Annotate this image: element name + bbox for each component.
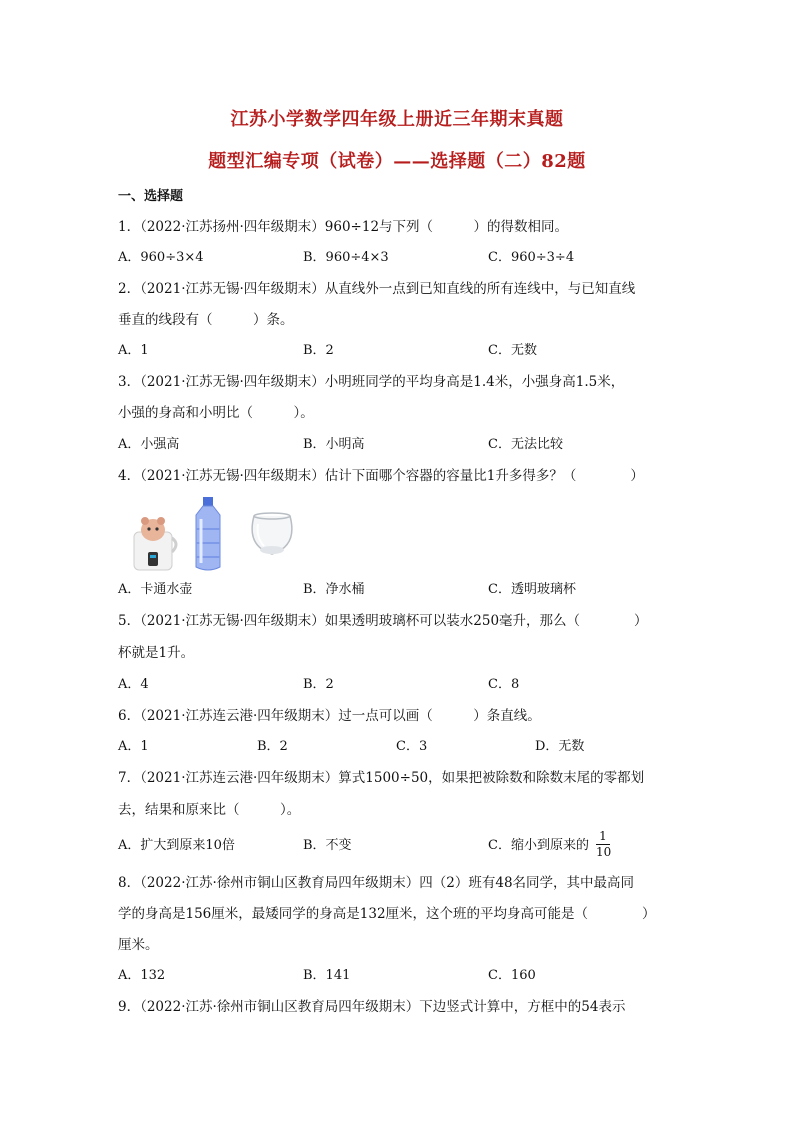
cartoon-kettle-image	[128, 512, 180, 572]
question-4-text: 4．（2021·江苏无锡·四年级期末）估计下面哪个容器的容量比1升多得多？（ ）	[118, 468, 644, 484]
question-5-text-line-1: 5．（2021·江苏无锡·四年级期末）如果透明玻璃杯可以装水250毫升，那么（ ）	[118, 613, 648, 629]
glass-cup-image	[248, 512, 296, 558]
question-6-text: 6．（2021·江苏连云港·四年级期末）过一点可以画（ ）条直线。	[118, 708, 541, 724]
question-9-text: 9．（2022·江苏·徐州市铜山区教育局四年级期末）下边竖式计算中，方框中的54表示	[118, 999, 626, 1015]
question-7-text-line-1: 7．（2021·江苏连云港·四年级期末）算式1500÷50，如果把被除数和除数末尾的零都划	[118, 770, 645, 786]
question-3-text-line-1: 3．（2021·江苏无锡·四年级期末）小明班同学的平均身高是1.4米，小强身高1.5米，	[118, 374, 625, 390]
question-2-text-line-2: 垂直的线段有（ ）条。	[118, 312, 294, 328]
fraction-denominator: 10	[596, 845, 612, 859]
question-2-option-b[interactable]: B．2	[303, 343, 334, 358]
question-7-option-c[interactable]: C．缩小到原来的	[488, 838, 589, 853]
question-1-text: 1．（2022·江苏扬州·四年级期末）960÷12与下列（ ）的得数相同。	[118, 219, 569, 235]
question-6-option-b[interactable]: B．2	[257, 739, 288, 754]
question-6-option-c[interactable]: C．3	[396, 739, 428, 754]
question-3-text-line-2: 小强的身高和小明比（ ）。	[118, 405, 314, 421]
question-8-option-c[interactable]: C．160	[488, 968, 536, 983]
question-6-option-a[interactable]: A．1	[118, 739, 149, 754]
question-5-option-a[interactable]: A．4	[118, 677, 149, 692]
question-8-option-b[interactable]: B．141	[303, 968, 351, 983]
question-7-option-b[interactable]: B．不变	[303, 838, 352, 853]
question-7-fraction	[596, 830, 610, 859]
question-7-text-line-2: 去，结果和原来比（ ）。	[118, 802, 301, 818]
question-2-option-c[interactable]: C．无数	[488, 343, 537, 358]
question-8-text-line-1: 8．（2022·江苏·徐州市铜山区教育局四年级期末）四（2）班有48名同学，其中最高同	[118, 875, 635, 891]
question-6-option-d[interactable]: D．无数	[535, 739, 585, 754]
question-4-option-a[interactable]: A．卡通水壶	[118, 582, 193, 597]
question-5-text-line-2: 杯就是1升。	[118, 645, 195, 661]
question-1-option-c[interactable]: C．960÷3÷4	[488, 250, 575, 265]
question-8-text-line-3: 厘米。	[118, 937, 159, 953]
question-7-option-a[interactable]: A．扩大到原来10倍	[118, 838, 235, 853]
water-bucket-image	[189, 497, 227, 573]
fraction-numerator: 1	[599, 829, 607, 843]
question-1-option-b[interactable]: B．960÷4×3	[303, 250, 389, 265]
question-5-option-c[interactable]: C．8	[488, 677, 520, 692]
question-2-option-a[interactable]: A．1	[118, 343, 149, 358]
question-4-option-b[interactable]: B．净水桶	[303, 582, 365, 597]
question-3-option-b[interactable]: B．小明高	[303, 437, 365, 452]
page-subtitle: 题型汇编专项（试卷）——选择题（二）82题	[208, 151, 586, 172]
question-8-text-line-2: 学的身高是156厘米，最矮同学的身高是132厘米，这个班的平均身高可能是（ ）	[118, 906, 656, 922]
page-title: 江苏小学数学四年级上册近三年期末真题	[230, 109, 564, 130]
question-4-option-c[interactable]: C．透明玻璃杯	[488, 582, 576, 597]
question-3-option-a[interactable]: A．小强高	[118, 437, 180, 452]
question-2-text-line-1: 2．（2021·江苏无锡·四年级期末）从直线外一点到已知直线的所有连线中，与已知直线	[118, 281, 636, 297]
question-1-option-a[interactable]: A．960÷3×4	[118, 250, 204, 265]
question-3-option-c[interactable]: C．无法比较	[488, 437, 563, 452]
question-8-option-a[interactable]: A．132	[118, 968, 166, 983]
question-5-option-b[interactable]: B．2	[303, 677, 334, 692]
section-heading: 一、选择题	[118, 189, 184, 204]
